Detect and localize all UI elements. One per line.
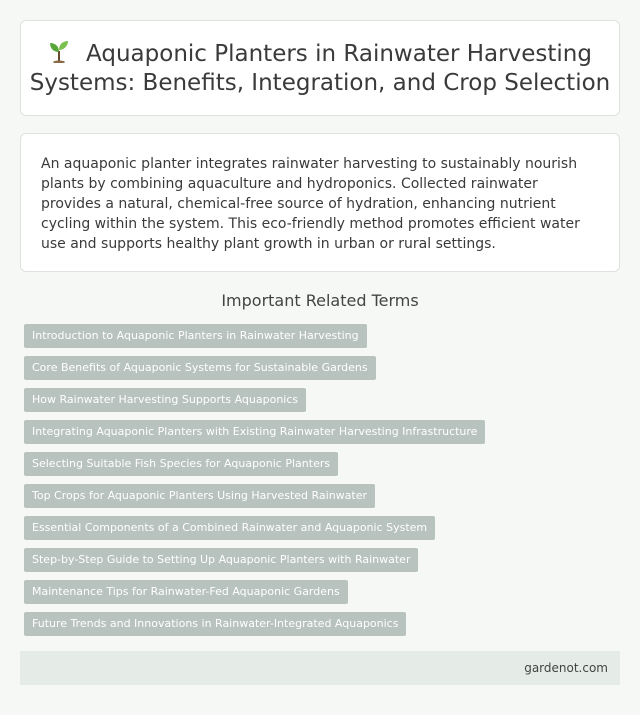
terms-heading: Important Related Terms [221,291,419,310]
term-tag[interactable]: How Rainwater Harvesting Supports Aquaponics [24,388,306,412]
sprout-icon [48,39,70,63]
footer-site-link[interactable]: gardenot.com [524,661,608,675]
term-tag[interactable]: Integrating Aquaponic Planters with Existing Rainwater Harvesting Infrastructure [24,420,485,444]
term-tag[interactable]: Top Crops for Aquaponic Planters Using Harvested Rainwater [24,484,375,508]
page-title-text: Aquaponic Planters in Rainwater Harvesting Systems: Benefits, Integration, and Crop Selection [29,40,611,96]
intro-text: An aquaponic planter integrates rainwater harvesting to sustainably nourish plants by combining aquaculture and hydroponics. Collected rainwater provides a natural, chemical-free source of hydration, enhancing nutrient cycling within the system. This eco-friendly method promotes efficient water use and supports healthy plant growth in urban or rural settings. [41,156,580,252]
footer [20,651,620,685]
page-title [21,39,619,98]
term-tag[interactable]: Future Trends and Innovations in Rainwater-Integrated Aquaponics [24,612,406,636]
term-tag[interactable]: Core Benefits of Aquaponic Systems for Sustainable Gardens [24,356,376,380]
terms-list [24,324,485,644]
term-tag[interactable]: Maintenance Tips for Rainwater-Fed Aquaponic Gardens [24,580,348,604]
term-tag[interactable]: Step-by-Step Guide to Setting Up Aquaponic Planters with Rainwater [24,548,418,572]
intro-card [20,133,620,272]
title-card [20,20,620,116]
term-tag[interactable]: Introduction to Aquaponic Planters in Rainwater Harvesting [24,324,367,348]
term-tag[interactable]: Essential Components of a Combined Rainwater and Aquaponic System [24,516,435,540]
term-tag[interactable]: Selecting Suitable Fish Species for Aquaponic Planters [24,452,338,476]
